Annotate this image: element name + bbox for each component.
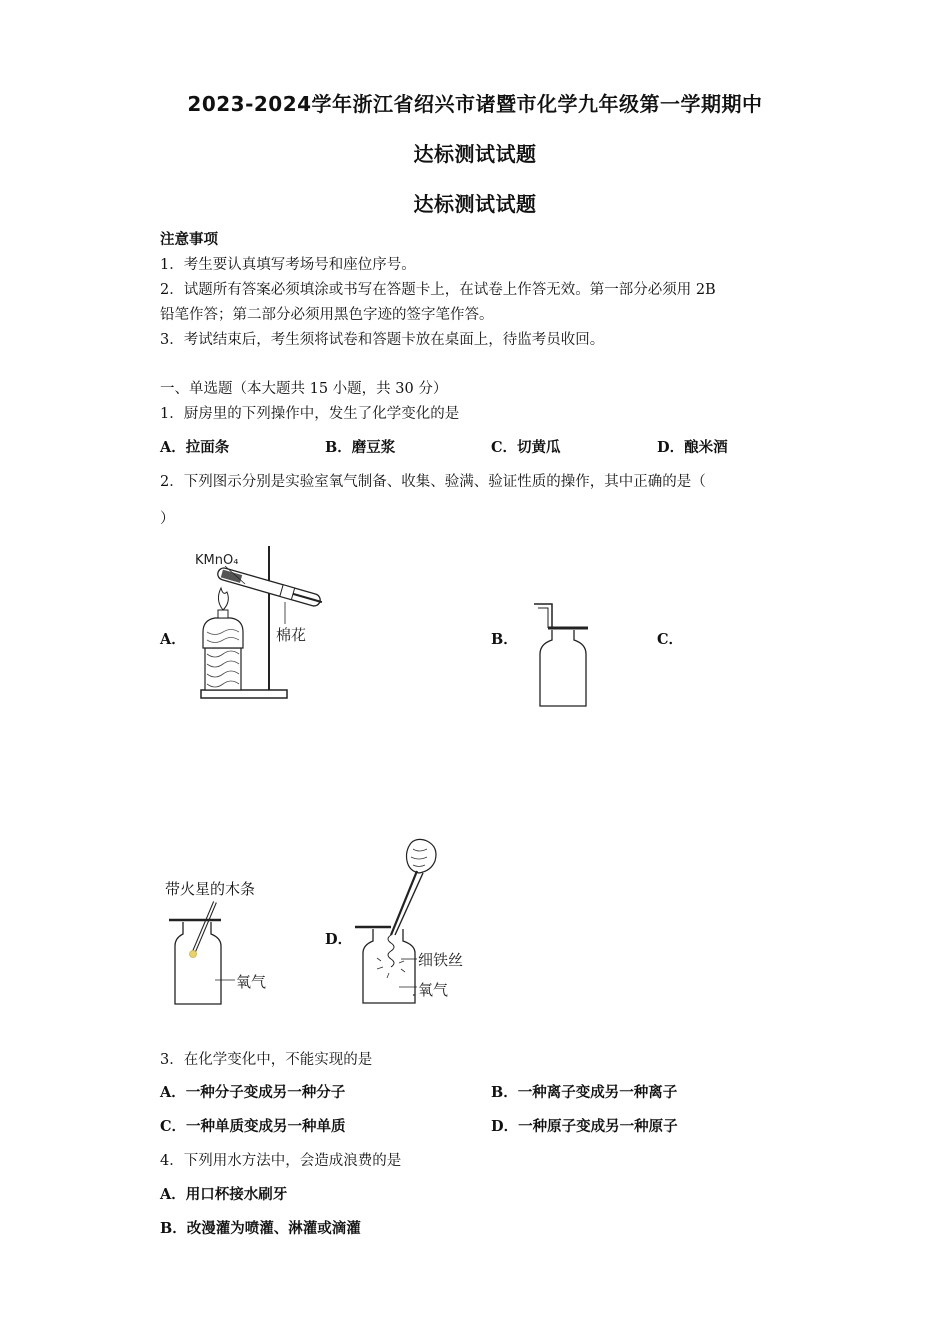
question-1-option-d: D．酿米酒 — [657, 439, 728, 456]
iron-wire-label: 细铁丝 — [418, 951, 464, 969]
section-heading: 一、单选题（本大题共 15 小题，共 30 分） — [160, 381, 448, 397]
question-2-stem: 2．下列图示分别是实验室氧气制备、收集、验满、验证性质的操作，其中正确的是（ — [160, 474, 706, 490]
oxygen-label-c: 氧气 — [236, 973, 267, 991]
question-4-option-a: A．用口杯接水刷牙 — [160, 1186, 288, 1203]
question-4-stem: 4．下列用水方法中，会造成浪费的是 — [160, 1153, 402, 1169]
question-1-option-b: B．磨豆浆 — [325, 439, 396, 456]
question-1-option-c: C．切黄瓜 — [491, 439, 561, 456]
oxygen-label-d: 氧气 — [418, 981, 449, 999]
question-3-option-d: D．一种原子变成另一种原子 — [491, 1118, 678, 1135]
question-2-option-c: C． — [657, 631, 684, 648]
figure-a-heating-apparatus — [185, 540, 335, 705]
question-2-option-a: A． — [160, 631, 186, 648]
notice-item-3: 3．考试结束后，考生须将试卷和答题卡放在桌面上，待监考员收回。 — [160, 332, 605, 348]
notice-heading: 注意事项 — [160, 231, 218, 248]
figure-b-collection-bottle — [530, 600, 592, 710]
splint-label: 带火星的木条 — [165, 880, 256, 898]
notice-item-1: 1．考生要认真填写考场号和座位序号。 — [160, 257, 416, 273]
question-3-option-c: C．一种单质变成另一种单质 — [160, 1118, 346, 1135]
question-2-stem-cont: ） — [160, 511, 175, 527]
page-title: 2023-2024学年浙江省绍兴市诸暨市化学九年级第一学期期中 — [187, 92, 763, 116]
question-3-stem: 3．在化学变化中，不能实现的是 — [160, 1052, 373, 1068]
question-3-option-a: A．一种分子变成另一种分子 — [160, 1084, 346, 1101]
question-3-option-b: B．一种离子变成另一种离子 — [491, 1084, 678, 1101]
notice-item-2-cont: 铅笔作答；第二部分必须用黑色字迹的签字笔作答。 — [160, 307, 494, 323]
question-1-option-a: A．拉面条 — [160, 439, 230, 456]
cotton-label: 棉花 — [276, 626, 307, 644]
figure-d-iron-wire-combustion — [355, 835, 485, 1007]
question-2-option-d: D． — [325, 931, 353, 948]
question-4-option-b: B．改漫灌为喷灌、淋灌或滴灌 — [160, 1220, 361, 1237]
figure-c-oxygen-test — [165, 900, 285, 1008]
notice-item-2: 2．试题所有答案必须填涂或书写在答题卡上，在试卷上作答无效。第一部分必须用 2B — [160, 282, 716, 298]
page-subtitle: 达标测试试题 — [413, 142, 537, 166]
question-1-stem: 1．厨房里的下列操作中，发生了化学变化的是 — [160, 406, 460, 422]
page-subtitle-repeat: 达标测试试题 — [413, 192, 537, 216]
kmno4-label: KMnO₄ — [195, 553, 239, 568]
question-2-option-b: B． — [491, 631, 518, 648]
